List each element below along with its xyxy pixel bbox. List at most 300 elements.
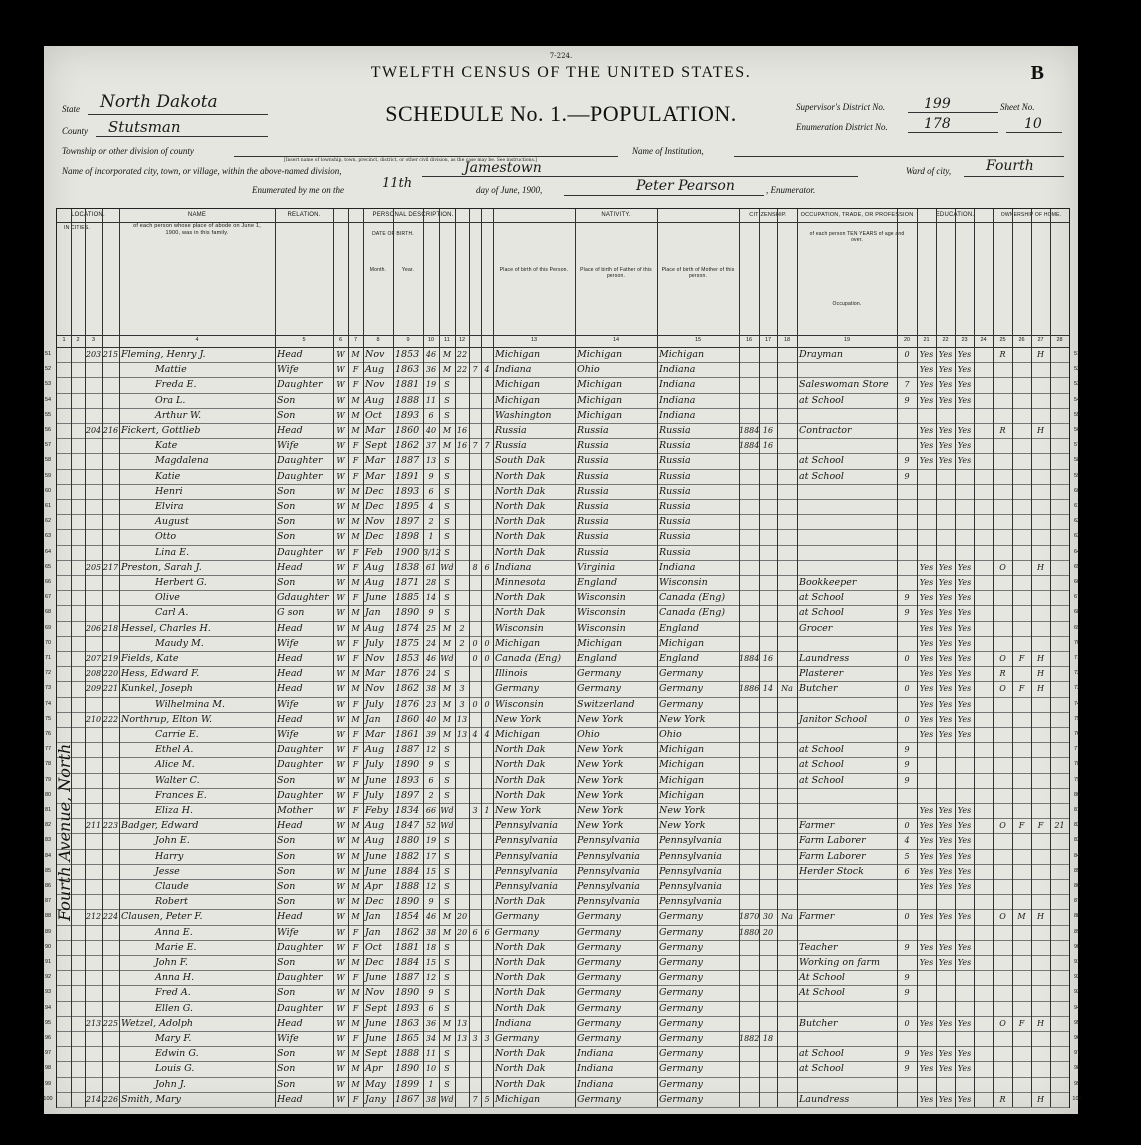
cell-month: Mar xyxy=(365,470,385,482)
cell-name: Wetzel, Adolph xyxy=(121,1017,194,1029)
column-divider xyxy=(974,209,975,1107)
line-number-left: 91 xyxy=(44,959,52,965)
cell-name: Walter C. xyxy=(155,774,200,786)
cell-month: Mar xyxy=(365,729,385,740)
cell-name: Katie xyxy=(155,470,181,482)
cell-sex: M xyxy=(351,821,360,831)
cell-color: W xyxy=(336,760,345,770)
cell-c17: 16 xyxy=(762,426,774,435)
cell-m: Indiana xyxy=(659,379,696,391)
cell-rel: Son xyxy=(277,896,296,908)
cell-sex: F xyxy=(352,790,359,800)
cell-month: June xyxy=(365,1017,387,1029)
cell-rel: Son xyxy=(277,1063,296,1075)
cell-m: Michigan xyxy=(659,637,705,649)
cell-occ: Saleswoman Store xyxy=(799,379,889,391)
cell-month: June xyxy=(365,592,387,604)
line-number-left: 75 xyxy=(44,715,52,722)
cell-f: New York xyxy=(577,744,624,756)
cell-sex: M xyxy=(351,912,360,922)
cell-f: Russia xyxy=(577,440,609,452)
cell-m: Pennsylvania xyxy=(659,896,722,908)
cell-name: Ellen G. xyxy=(155,1002,194,1014)
cell-m: New York xyxy=(659,713,706,725)
cell-color: W xyxy=(336,790,345,800)
cell-year: 1882 xyxy=(395,850,420,862)
cell-c23: Yes xyxy=(957,623,972,633)
cell-sex: M xyxy=(351,1079,360,1089)
cell-c27: H xyxy=(1037,1018,1044,1028)
cell-b: North Dak xyxy=(495,1048,546,1060)
cell-age: 1 xyxy=(428,1079,434,1089)
cell-c22: Yes xyxy=(938,593,953,603)
cell-c20: 9 xyxy=(904,395,910,405)
cell-year: 1861 xyxy=(395,729,420,740)
cell-age: 9 xyxy=(428,760,434,770)
column-divider xyxy=(575,209,576,1107)
cell-f: Germany xyxy=(577,926,621,938)
cell-dw: 207 xyxy=(85,654,102,663)
line-number-right: 78 xyxy=(1073,761,1081,768)
cell-sex: F xyxy=(352,973,359,983)
cell-c26: F xyxy=(1018,654,1025,663)
cell-yrs: 2 xyxy=(459,638,465,648)
cell-c25: R xyxy=(999,669,1006,679)
cell-m: Pennsylvania xyxy=(659,850,722,862)
cell-ms: Wd xyxy=(440,562,454,572)
cell-rel: Head xyxy=(277,1093,303,1105)
cell-c18: Na xyxy=(781,912,793,922)
cell-yrs: 13 xyxy=(456,714,468,724)
cell-rel: Son xyxy=(277,1048,296,1060)
cell-c20: 9 xyxy=(904,988,910,998)
cell-month: Nov xyxy=(365,349,385,360)
cell-sex: M xyxy=(351,1018,360,1028)
cell-name: Elvira xyxy=(155,501,184,512)
line-number-right: 99 xyxy=(1073,1080,1081,1087)
sheet-value: 10 xyxy=(1024,116,1042,132)
cell-f: Ohio xyxy=(577,729,600,740)
cell-age: 9 xyxy=(428,897,434,907)
birth-person-header: Place of birth of this Person. xyxy=(499,267,569,273)
cell-ms: S xyxy=(444,532,450,542)
cell-year: 1899 xyxy=(395,1078,420,1090)
cell-yrs: 13 xyxy=(456,730,468,739)
column-divider xyxy=(493,209,494,1107)
cell-m: Germany xyxy=(659,1093,703,1105)
cell-rel: Son xyxy=(277,516,296,528)
cell-f: Russia xyxy=(577,501,609,512)
column-divider xyxy=(759,209,760,1107)
cell-month: Nov xyxy=(365,653,385,664)
cell-rel: Daughter xyxy=(277,759,323,771)
cell-age: 18 xyxy=(425,942,437,952)
cell-f: Russia xyxy=(577,455,609,467)
cell-b: North Dak xyxy=(495,789,546,801)
cell-c25: O xyxy=(999,912,1006,922)
column-divider xyxy=(917,209,918,1107)
sheet-label: Sheet No. xyxy=(1000,102,1035,112)
cell-yrs: 16 xyxy=(456,426,468,435)
cell-b: Michigan xyxy=(495,379,541,391)
cell-year: 1875 xyxy=(395,637,420,649)
cell-m: Russia xyxy=(659,470,691,482)
cell-b: Germany xyxy=(495,1033,539,1044)
cell-color: W xyxy=(336,623,345,633)
cell-f: Russia xyxy=(577,531,609,543)
cell-c11: 6 xyxy=(484,927,490,937)
cell-ms: S xyxy=(444,988,450,998)
cell-b: Wisconsin xyxy=(495,622,544,634)
cell-c22: Yes xyxy=(938,1018,953,1028)
cell-sex: M xyxy=(351,1049,360,1059)
cell-sex: M xyxy=(351,958,360,967)
cell-f: New York xyxy=(577,820,624,832)
cell-b: Pennsylvania xyxy=(495,881,558,892)
cell-name: Clausen, Peter F. xyxy=(121,911,203,923)
cell-c23: Yes xyxy=(957,851,972,861)
cell-c18: Na xyxy=(781,684,793,694)
cell-c21: Yes xyxy=(919,593,934,603)
cell-sex: M xyxy=(351,684,360,694)
cell-f: Wisconsin xyxy=(577,592,626,604)
cell-b: Canada (Eng) xyxy=(495,653,562,664)
state-label: State xyxy=(62,104,80,114)
cell-month: Dec xyxy=(365,896,384,908)
cell-c25: R xyxy=(999,350,1006,359)
cell-c23: Yes xyxy=(957,1018,972,1028)
cell-name: Ethel A. xyxy=(155,744,194,756)
cell-occ: at School xyxy=(799,774,844,786)
column-divider xyxy=(897,209,898,1107)
cell-name: Hessel, Charles H. xyxy=(121,622,211,634)
cell-m: Germany xyxy=(659,1063,703,1075)
cell-b: North Dak xyxy=(495,1063,546,1075)
cell-name: Freda E. xyxy=(155,379,197,391)
township-note: [Insert name of township, town, precinct, district, or other civil division, as the case may be. See instructions.] xyxy=(284,158,537,163)
cell-ms: S xyxy=(444,882,450,891)
city-label: Name of incorporated city, town, or village, within the above-named division, xyxy=(62,166,342,176)
column-number: 25 xyxy=(999,337,1006,343)
cell-age: 17 xyxy=(425,851,437,861)
line-number-right: 94 xyxy=(1073,1004,1081,1011)
cell-m: Indiana xyxy=(659,394,696,406)
line-number-right: 55 xyxy=(1073,411,1081,418)
cell-color: W xyxy=(336,912,345,922)
cell-c20: 4 xyxy=(904,836,910,846)
name-note: of each person whose place of abode on June 1, 1900, was in this family. xyxy=(133,223,261,236)
cell-month: Dec xyxy=(365,531,384,543)
cell-c27: F xyxy=(1037,821,1044,831)
cell-year: 1893 xyxy=(395,1002,420,1014)
cell-fam: 215 xyxy=(102,350,119,359)
cell-c27: H xyxy=(1037,1094,1044,1104)
cell-b: Russia xyxy=(495,440,527,452)
cell-age: 40 xyxy=(425,426,437,435)
cell-rel: Son xyxy=(277,987,296,999)
cell-b: Germany xyxy=(495,911,539,923)
cell-f: New York xyxy=(577,774,624,786)
cell-ms: Wd xyxy=(440,821,454,831)
cell-color: W xyxy=(336,486,345,496)
cell-age: 24 xyxy=(425,669,437,679)
cell-c27: H xyxy=(1037,654,1044,663)
cell-rel: Head xyxy=(277,683,303,695)
cell-sex: F xyxy=(352,638,359,648)
cell-f: Indiana xyxy=(577,1063,614,1075)
cell-month: Dec xyxy=(365,957,384,968)
cell-age: 11 xyxy=(425,395,437,405)
cell-c23: Yes xyxy=(957,730,972,739)
cell-ms: S xyxy=(444,395,450,405)
column-divider xyxy=(119,209,120,1107)
cell-name: John F. xyxy=(155,957,188,968)
cell-name: John J. xyxy=(155,1078,186,1090)
cell-name: Louis G. xyxy=(155,1063,195,1075)
township-underline xyxy=(234,156,618,157)
cell-b: Michigan xyxy=(495,729,541,740)
cell-c27: H xyxy=(1037,350,1044,359)
line-number-left: 67 xyxy=(44,594,52,601)
cell-year: 1853 xyxy=(395,653,420,664)
line-number-right: 56 xyxy=(1073,427,1081,433)
cell-year: 1834 xyxy=(395,805,420,816)
line-number-left: 83 xyxy=(44,837,52,844)
cell-c22: Yes xyxy=(938,1049,953,1059)
cell-name: Claude xyxy=(155,881,189,892)
line-number-right: 77 xyxy=(1073,746,1081,753)
cell-b: North Dak xyxy=(495,516,546,528)
column-number: 10 xyxy=(427,337,435,343)
column-number: 26 xyxy=(1018,337,1025,343)
cell-name: Anna E. xyxy=(155,926,193,938)
cell-rel: Head xyxy=(277,668,303,680)
cell-c27: H xyxy=(1037,684,1044,694)
cell-ms: S xyxy=(444,547,450,557)
cell-sex: M xyxy=(351,426,360,435)
line-number-right: 52 xyxy=(1073,366,1081,373)
cell-name: August xyxy=(155,516,189,528)
relation-header: RELATION. xyxy=(287,212,321,218)
line-number-left: 60 xyxy=(44,487,52,494)
cell-c21: Yes xyxy=(919,958,934,967)
cell-rel: Son xyxy=(277,1078,296,1090)
cell-c16: 1886 xyxy=(739,684,760,694)
cell-b: Illinois xyxy=(495,668,528,680)
cell-m: Russia xyxy=(659,516,691,528)
cell-c21: Yes xyxy=(919,1094,934,1104)
cell-occ: Working on farm xyxy=(799,957,880,968)
cell-color: W xyxy=(336,517,345,527)
line-number-right: 88 xyxy=(1073,913,1081,920)
cell-c21: Yes xyxy=(919,654,934,663)
line-number-right: 85 xyxy=(1073,867,1081,874)
cell-c20: 9 xyxy=(904,775,910,785)
cell-rel: Son xyxy=(277,577,296,588)
cell-occ: Butcher xyxy=(799,683,838,695)
cell-f: Switzerland xyxy=(577,698,635,710)
cell-b: Pennsylvania xyxy=(495,835,558,847)
cell-m: Pennsylvania xyxy=(659,881,722,892)
column-number: 1 xyxy=(62,337,66,343)
cell-color: W xyxy=(336,714,345,724)
cell-c21: Yes xyxy=(919,426,934,435)
cell-c27: H xyxy=(1037,426,1044,435)
cell-age: 66 xyxy=(425,806,437,815)
cell-color: W xyxy=(336,882,345,891)
cell-year: 1897 xyxy=(395,516,420,528)
cell-yrs: 3 xyxy=(459,699,465,709)
cell-f: Germany xyxy=(577,668,621,680)
cell-c21: Yes xyxy=(919,1018,934,1028)
cell-c20: 5 xyxy=(904,851,910,861)
cell-year: 1865 xyxy=(395,1033,420,1044)
cell-b: North Dak xyxy=(495,744,546,756)
cell-color: W xyxy=(336,395,345,405)
cell-c16: 1884 xyxy=(739,426,760,435)
cell-age: 2 xyxy=(428,790,434,800)
cell-c10: 4 xyxy=(472,730,478,739)
line-number-right: 95 xyxy=(1073,1019,1081,1026)
form-number: 7-224. xyxy=(549,52,573,60)
cell-c11: 1 xyxy=(484,806,490,815)
enumeration-label: Enumeration District No. xyxy=(796,122,888,132)
cell-f: Michigan xyxy=(577,409,623,421)
cell-sex: M xyxy=(351,988,360,998)
line-number-right: 51 xyxy=(1073,351,1081,357)
column-divider xyxy=(993,209,994,1107)
cell-c23: Yes xyxy=(957,958,972,967)
cell-f: New York xyxy=(577,789,624,801)
cell-c20: 9 xyxy=(904,593,910,603)
cell-b: Minnesota xyxy=(495,577,546,588)
cell-occ: Herder Stock xyxy=(799,865,864,877)
column-divider xyxy=(777,209,778,1107)
cell-ms: Wd xyxy=(440,1094,454,1104)
line-number-right: 68 xyxy=(1073,609,1081,616)
cell-yrs: 22 xyxy=(456,365,468,375)
cell-rel: Mother xyxy=(277,805,313,816)
cell-c22: Yes xyxy=(938,699,953,709)
cell-b: New York xyxy=(495,713,542,725)
cell-ms: M xyxy=(442,1018,452,1028)
cell-c23: Yes xyxy=(957,426,972,435)
cell-c16: 1880 xyxy=(739,927,760,937)
line-number-right: 79 xyxy=(1073,776,1081,783)
line-number-left: 53 xyxy=(44,381,52,388)
cell-m: Wisconsin xyxy=(659,577,708,588)
line-number-right: 81 xyxy=(1073,807,1081,813)
cell-c22: Yes xyxy=(938,684,953,694)
cell-name: Hess, Edward F. xyxy=(121,668,200,680)
cell-month: Nov xyxy=(365,516,385,528)
cell-c21: Yes xyxy=(919,441,934,451)
cell-b: North Dak xyxy=(495,546,546,558)
cell-c22: Yes xyxy=(938,365,953,375)
cell-age: 1 xyxy=(428,532,434,542)
cell-b: Germany xyxy=(495,926,539,938)
cell-ms: M xyxy=(442,912,452,922)
line-number-right: 53 xyxy=(1073,381,1081,388)
cell-f: Russia xyxy=(577,516,609,528)
line-number-left: 56 xyxy=(44,427,52,433)
cell-year: 1862 xyxy=(395,926,420,938)
cell-color: W xyxy=(336,410,345,420)
cell-age: 46 xyxy=(425,350,437,359)
line-number-left: 73 xyxy=(44,685,52,692)
cell-c10: 3 xyxy=(472,806,478,815)
name-header: NAME xyxy=(187,212,207,218)
county-value: Stutsman xyxy=(108,118,181,136)
cell-c20: 0 xyxy=(904,1018,910,1028)
cell-m: Germany xyxy=(659,941,703,953)
cell-ms: Wd xyxy=(440,654,454,663)
cell-rel: Wife xyxy=(277,364,299,376)
line-number-left: 54 xyxy=(44,396,52,403)
cell-ms: S xyxy=(444,745,450,755)
cell-c20: 0 xyxy=(904,654,910,663)
cell-c21: Yes xyxy=(919,638,934,648)
cell-month: Nov xyxy=(365,683,385,695)
supervisor-underline xyxy=(908,112,998,113)
line-number-right: 75 xyxy=(1073,715,1081,722)
cell-year: 1860 xyxy=(395,425,420,436)
cell-c27: H xyxy=(1037,912,1044,922)
cell-c25: R xyxy=(999,426,1006,435)
cell-name: Edwin G. xyxy=(155,1048,199,1060)
cell-sex: M xyxy=(351,866,360,876)
cell-f: Germany xyxy=(577,911,621,923)
cell-c10: 7 xyxy=(472,1094,478,1104)
cell-age: 11 xyxy=(425,1049,437,1059)
cell-dw: 209 xyxy=(85,684,102,694)
cell-rel: Son xyxy=(277,881,296,892)
enumerated-day: 11th xyxy=(382,176,413,191)
cell-ms: S xyxy=(444,1064,450,1074)
line-number-left: 92 xyxy=(44,974,52,981)
cell-sex: M xyxy=(351,410,360,420)
cell-year: 1888 xyxy=(395,881,420,892)
header-divider xyxy=(57,222,1069,223)
cell-b: North Dak xyxy=(495,1078,546,1090)
cell-year: 1871 xyxy=(395,577,420,588)
cell-m: Ohio xyxy=(659,729,682,740)
cell-c22: Yes xyxy=(938,350,953,359)
cell-sex: M xyxy=(351,836,360,846)
column-number: 24 xyxy=(980,337,987,343)
cell-f: Indiana xyxy=(577,1048,614,1060)
cell-age: 19 xyxy=(425,380,437,390)
cell-m: Michigan xyxy=(659,789,705,801)
column-number: 20 xyxy=(903,337,911,343)
line-number-left: 77 xyxy=(44,746,52,753)
cell-color: W xyxy=(336,988,345,998)
cell-c23: Yes xyxy=(957,654,972,663)
cell-rel: Wife xyxy=(277,698,299,710)
nativity-header: NATIVITY. xyxy=(601,212,631,218)
cell-f: Germany xyxy=(577,941,621,953)
cell-c22: Yes xyxy=(938,380,953,390)
cell-name: Carrie E. xyxy=(155,729,199,740)
cell-ms: M xyxy=(442,426,452,435)
column-divider xyxy=(275,209,276,1107)
cell-b: Pennsylvania xyxy=(495,850,558,862)
cell-name: John E. xyxy=(155,835,190,847)
cell-month: Aug xyxy=(365,820,385,832)
cell-age: 2 xyxy=(428,517,434,527)
cell-month: June xyxy=(365,1033,387,1044)
header-divider xyxy=(57,335,1069,336)
